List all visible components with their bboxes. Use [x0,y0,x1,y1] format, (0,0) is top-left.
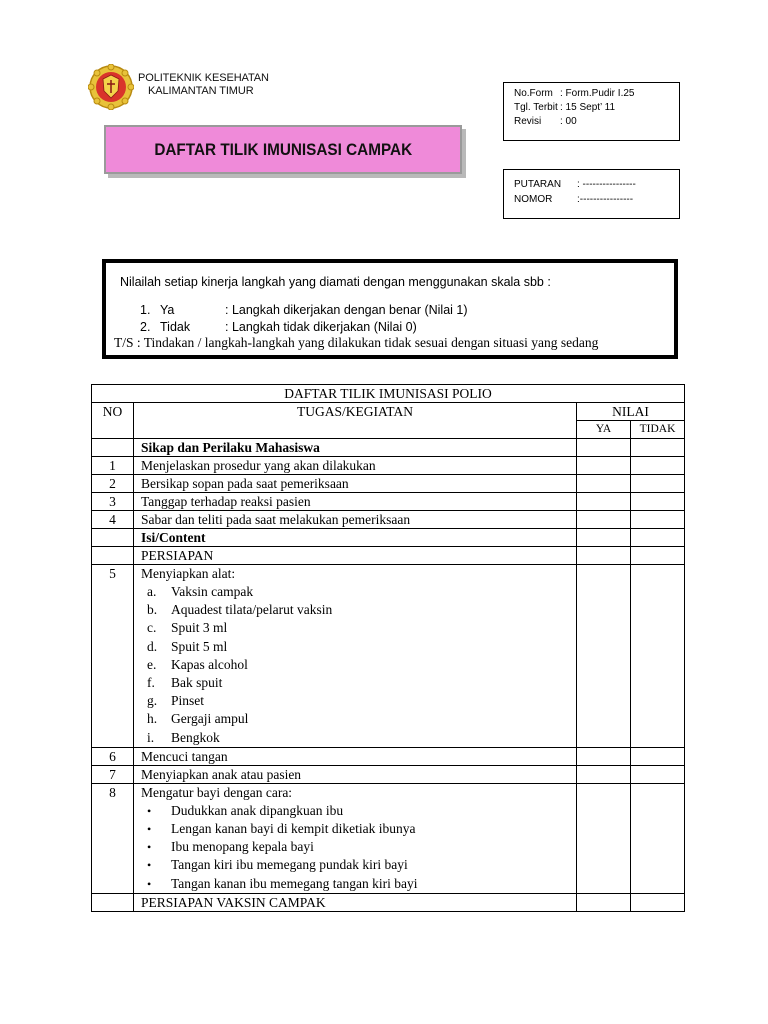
putaran-value: : ---------------- [577,179,636,190]
tidak-cell[interactable] [631,457,685,475]
list-item [141,601,576,619]
list-marker: • [147,822,152,837]
list-text: Spuit 5 ml [171,638,228,654]
list-item [141,638,576,656]
row-number: 4 [92,511,134,529]
row-task: Tanggap terhadap reaksi pasien [134,493,577,511]
row-number: 8 [92,783,134,893]
ya-cell[interactable] [577,439,631,457]
list-text: Ibu menopang kepala bayi [171,839,314,855]
terbit-value: : 15 Sept’ 11 [560,102,616,113]
list-item [141,820,576,838]
table-row [92,511,685,529]
list-text: Spuit 3 ml [171,620,228,636]
row-task [134,783,577,893]
list-marker: i. [147,729,155,745]
document-title-box [104,125,462,174]
col-task-header: TUGAS/KEGIATAN [134,403,577,439]
ya-cell[interactable] [577,511,631,529]
row-number: 3 [92,493,134,511]
scale-item-term: Tidak [160,320,191,334]
row-task: Sabar dan teliti pada saat melakukan pemeriksaan [134,511,577,529]
list-text: Pinset [171,693,205,709]
table-header-row [92,403,685,421]
putaran-label: PUTARAN [514,179,562,190]
list-item [141,692,576,710]
no-form-label: No.Form [514,88,553,99]
tidak-cell[interactable] [631,475,685,493]
tidak-cell[interactable] [631,439,685,457]
terbit-label: Tgl. Terbit [514,102,558,113]
row-task: Bersikap sopan pada saat pemeriksaan [134,475,577,493]
row-number: 6 [92,747,134,765]
section-sikap: Sikap dan Perilaku Mahasiswa [134,439,577,457]
ya-cell[interactable] [577,747,631,765]
table-row [92,893,685,911]
institution-line-2: KALIMANTAN TIMUR [148,85,254,97]
list-marker: • [147,840,152,855]
list-marker: • [147,876,152,891]
list-marker: • [147,803,152,818]
putaran-box [503,169,680,219]
ya-cell[interactable] [577,493,631,511]
list-marker: g. [147,693,158,709]
ts-note: T/S : Tindakan / langkah-langkah yang dilakukan tidak sesuai dengan situasi yang sedang [114,335,599,350]
col-tidak-header: TIDAK [631,421,685,439]
table-row [92,457,685,475]
table-row [92,765,685,783]
list-text: Gergaji ampul [171,711,249,727]
list-text: Dudukkan anak dipangkuan ibu [171,802,344,818]
tidak-cell[interactable] [631,765,685,783]
instruction-box [102,259,678,359]
alat-list [141,583,576,747]
scale-item-desc: : Langkah tidak dikerjakan (Nilai 0) [225,320,417,334]
table-row [92,475,685,493]
tidak-cell[interactable] [631,493,685,511]
institution-line-1: POLITEKNIK KESEHATAN [138,72,269,84]
list-marker: d. [147,638,158,654]
row-number: 2 [92,475,134,493]
section-persiapan: PERSIAPAN [134,547,577,565]
shield-emblem-icon [88,64,134,110]
table-row [92,493,685,511]
ya-cell[interactable] [577,765,631,783]
list-marker: a. [147,584,157,599]
list-item [141,583,576,601]
list-item [141,875,576,893]
col-nilai-header: NILAI [577,403,685,421]
list-item [141,729,576,747]
ya-cell[interactable] [577,893,631,911]
scale-item-number: 2. [140,320,151,334]
row-task: Menjelaskan prosedur yang akan dilakukan [134,457,577,475]
section-isi: Isi/Content [134,529,577,547]
posisi-bayi-list [141,802,576,893]
institution-name [138,72,269,98]
form-info-box [503,82,680,141]
table-row [92,783,685,893]
row-task: Mencuci tangan [134,747,577,765]
scale-item-desc: : Langkah dikerjakan dengan benar (Nilai 1) [225,303,468,317]
tidak-cell[interactable] [631,747,685,765]
checklist-table [91,384,685,912]
list-item [141,619,576,637]
list-text: Bak spuit [171,675,223,691]
ya-cell[interactable] [577,565,631,748]
list-marker: h. [147,711,158,727]
no-form-value: : Form.Pudir I.25 [560,88,635,99]
tidak-cell[interactable] [631,565,685,748]
nomor-label: NOMOR [514,194,553,205]
revisi-label: Revisi [514,116,542,127]
list-item [141,856,576,874]
row-task-heading: Menyiapkan alat: [141,566,236,581]
table-title-row [92,385,685,403]
row-task: Menyiapkan anak atau pasien [134,765,577,783]
ya-cell[interactable] [577,529,631,547]
list-marker: • [147,858,152,873]
scale-item-number: 1. [140,303,151,317]
row-number: 7 [92,765,134,783]
ya-cell[interactable] [577,783,631,893]
table-row [92,747,685,765]
list-item [141,674,576,692]
list-item [141,710,576,728]
list-text: Tangan kiri ibu memegang pundak kiri bayi [171,857,408,873]
tidak-cell[interactable] [631,893,685,911]
tidak-cell[interactable] [631,511,685,529]
list-text: Tangan kanan ibu memegang tangan kiri bayi [171,875,418,891]
table-title: DAFTAR TILIK IMUNISASI POLIO [92,385,685,403]
section-persiapan-vaksin: PERSIAPAN VAKSIN CAMPAK [134,893,577,911]
tidak-cell[interactable] [631,547,685,565]
table-row [92,547,685,565]
row-number: 5 [92,565,134,748]
col-no-header: NO [92,403,134,439]
col-ya-header: YA [577,421,631,439]
ya-cell[interactable] [577,457,631,475]
tidak-cell[interactable] [631,529,685,547]
list-text: Kapas alcohol [171,656,248,672]
nomor-value: :---------------- [577,194,634,205]
row-task-heading: Mengatur bayi dengan cara: [141,784,293,800]
scale-item-term: Ya [160,303,175,317]
document-title: DAFTAR TILIK IMUNISASI CAMPAK [154,139,412,159]
list-item [141,802,576,820]
list-item [141,656,576,674]
list-marker: b. [147,602,158,618]
row-task [134,565,577,748]
list-text: Lengan kanan bayi di kempit diketiak ibunya [171,821,416,837]
list-item [141,838,576,856]
list-marker: f. [147,675,155,691]
row-number: 1 [92,457,134,475]
list-marker: c. [147,620,157,636]
table-row [92,529,685,547]
table-row [92,565,685,748]
table-row [92,439,685,457]
list-marker: e. [147,656,157,672]
list-text: Vaksin campak [171,584,254,599]
instruction-intro: Nilailah setiap kinerja langkah yang diamati dengan menggunakan skala sbb : [120,275,551,289]
list-text: Bengkok [171,729,220,745]
ya-cell[interactable] [577,547,631,565]
tidak-cell[interactable] [631,783,685,893]
list-text: Aquadest tilata/pelarut vaksin [171,602,333,618]
ya-cell[interactable] [577,475,631,493]
revisi-value: : 00 [560,116,577,127]
